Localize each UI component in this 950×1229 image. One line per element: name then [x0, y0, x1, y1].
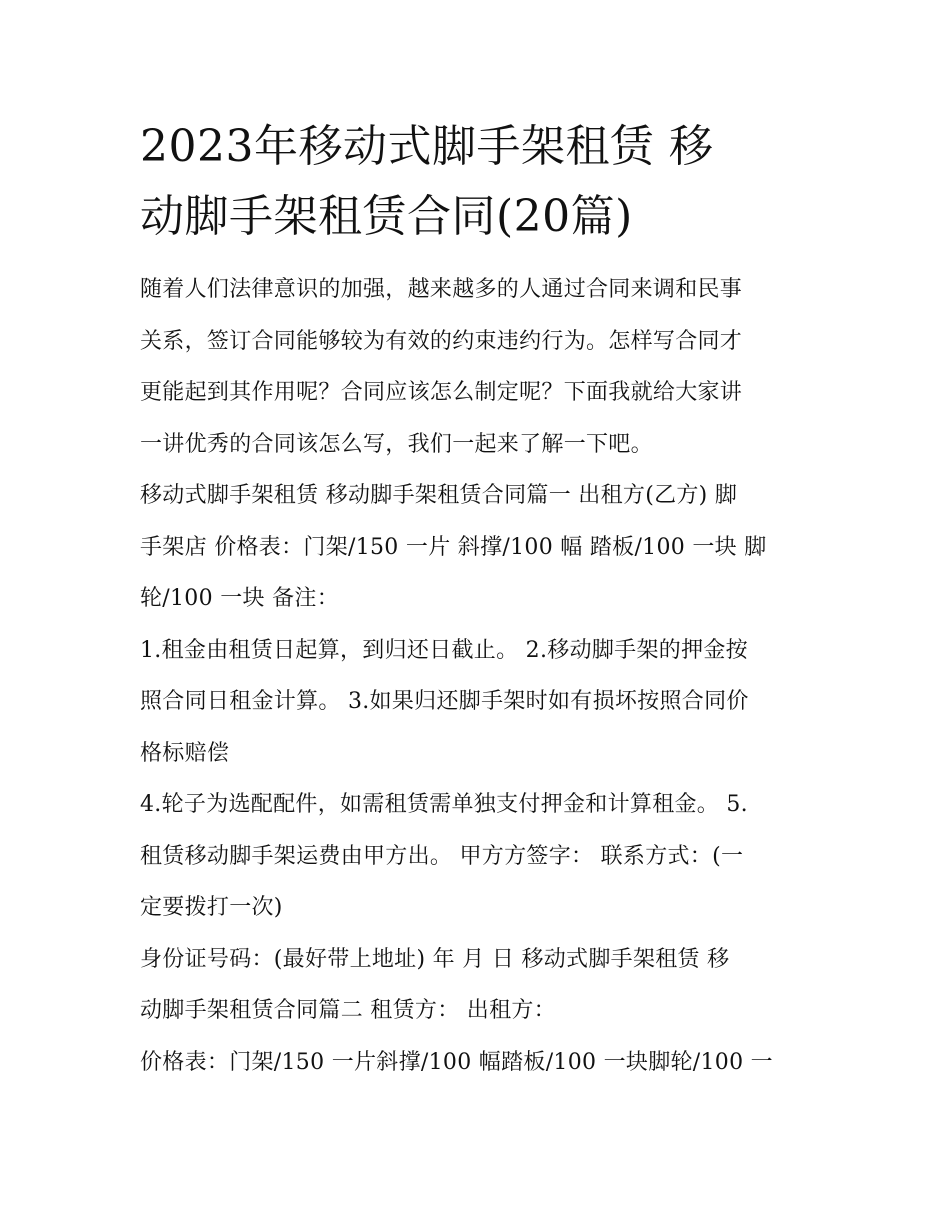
text-line: 照合同日租金计算。 3.如果归还脚手架时如有损坏按照合同价 — [140, 689, 749, 714]
title-line-1: 2023年移动式脚手架租赁 移 — [140, 121, 714, 172]
document-title — [140, 112, 820, 252]
text-line: 手架店 价格表：门架/150 一片 斜撑/100 幅 踏板/100 一块 脚 — [140, 534, 767, 560]
text-line: 1.租金由租赁日起算，到归还日截止。 2.移动脚手架的押金按 — [140, 637, 748, 663]
text-line: 价格表：门架/150 一片斜撑/100 幅踏板/100 一块脚轮/100 一 — [140, 1049, 773, 1075]
title-line-2: 动脚手架租赁合同(20篇) — [140, 191, 633, 242]
text-line: 定要拨打一次) — [140, 895, 283, 920]
text-line: 一讲优秀的合同该怎么写，我们一起来了解一下吧。 — [140, 431, 653, 457]
contract-two-paragraph — [140, 934, 820, 1037]
text-line: 格标赔偿 — [140, 740, 230, 766]
text-line: 关系，签订合同能够较为有效的约束违约行为。怎样写合同才 — [140, 328, 743, 354]
contract-one-paragraph — [140, 470, 820, 625]
text-line: 身份证号码：(最好带上地址) 年 月 日 移动式脚手架租赁 移 — [140, 946, 730, 972]
terms-paragraph-2 — [140, 779, 820, 934]
document-page — [140, 112, 820, 1088]
text-line: 租赁移动脚手架运费由甲方出。 甲方方签字： 联系方式：(一 — [140, 843, 744, 869]
text-line: 动脚手架租赁合同篇二 租赁方： 出租方： — [140, 998, 556, 1023]
text-line: 移动式脚手架租赁 移动脚手架租赁合同篇一 出租方(乙方) 脚 — [140, 483, 738, 508]
text-line: 轮/100 一块 备注： — [140, 586, 339, 611]
price-list-paragraph — [140, 1037, 820, 1089]
text-line: 4.轮子为选配配件，如需租赁需单独支付押金和计算租金。 5. — [140, 792, 748, 817]
intro-paragraph — [140, 264, 820, 470]
text-line: 更能起到其作用呢？合同应该怎么制定呢？下面我就给大家讲 — [140, 380, 743, 405]
terms-paragraph-1 — [140, 625, 820, 780]
text-line: 随着人们法律意识的加强，越来越多的人通过合同来调和民事 — [140, 277, 743, 302]
